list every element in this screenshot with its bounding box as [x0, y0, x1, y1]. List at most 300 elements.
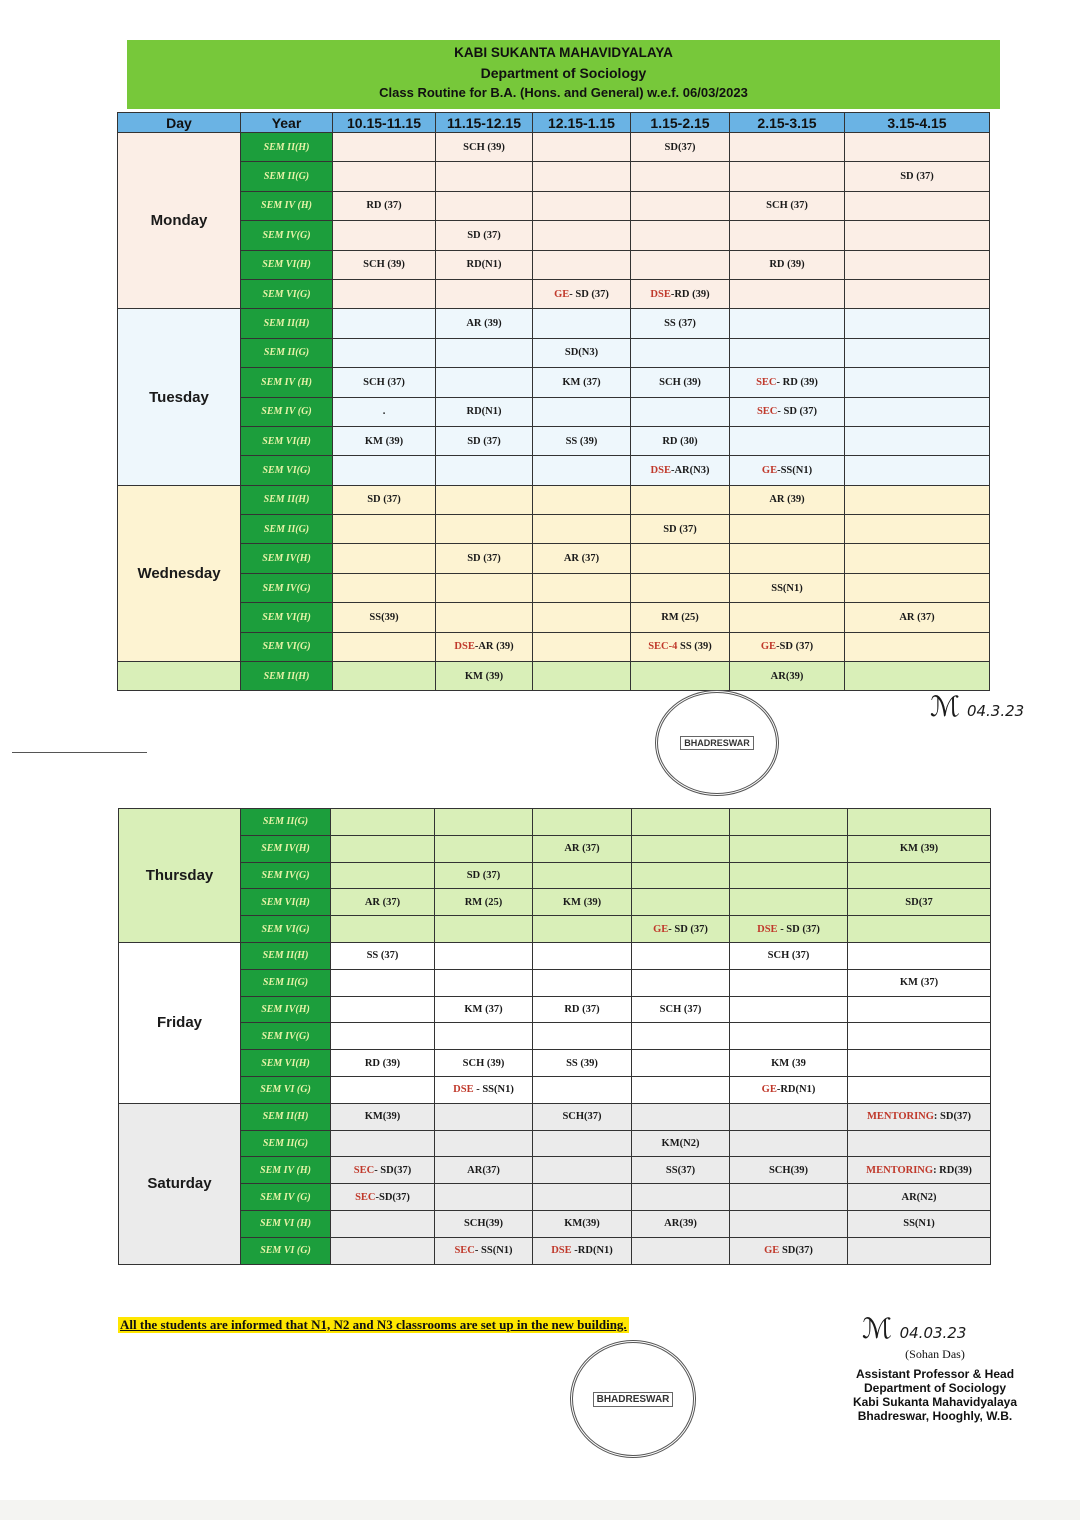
semester-cell: SEM IV(G) — [241, 221, 333, 250]
course-code-prefix: GE — [764, 1245, 780, 1257]
class-cell — [331, 862, 435, 889]
table-row — [119, 889, 991, 916]
routine-caption: Class Routine for B.A. (Hons. and General) w.e.f. 06/03/2023 — [379, 85, 748, 100]
class-cell: RD (39) — [331, 1050, 435, 1077]
semester-cell: SEM II(H) — [241, 662, 333, 691]
class-cell — [632, 1237, 730, 1264]
class-cell — [435, 1103, 533, 1130]
table-row — [118, 162, 990, 191]
class-cell: AR(39) — [632, 1210, 730, 1237]
class-cell — [331, 1076, 435, 1103]
class-cell — [845, 632, 990, 661]
class-cell — [848, 1130, 991, 1157]
class-cell: RM (25) — [435, 889, 533, 916]
table-row — [119, 862, 991, 889]
class-cell — [848, 1157, 991, 1184]
day-cell: Monday — [118, 133, 241, 309]
class-cell — [533, 1076, 632, 1103]
semester-cell: SEM VI(G) — [241, 916, 331, 943]
class-cell: AR (37) — [331, 889, 435, 916]
class-cell — [730, 279, 845, 308]
class-cell — [632, 1023, 730, 1050]
semester-cell: SEM VI(H) — [241, 426, 333, 455]
course-code-rest: -RD (39) — [670, 288, 710, 300]
class-cell: AR(39) — [730, 662, 845, 691]
class-cell — [730, 397, 845, 426]
class-cell — [533, 1184, 632, 1211]
class-cell — [845, 397, 990, 426]
class-cell — [533, 573, 631, 602]
class-cell: SS(37) — [632, 1157, 730, 1184]
class-cell — [533, 279, 631, 308]
class-cell: KM (39 — [730, 1050, 848, 1077]
signatory-line: Kabi Sukanta Mahavidyalaya — [852, 1395, 1018, 1409]
class-cell: AR (39) — [730, 485, 845, 514]
course-code-prefix: SEC — [756, 376, 777, 388]
course-code-prefix: GE — [760, 641, 777, 653]
semester-cell: SEM VI(G) — [241, 632, 333, 661]
table-row — [119, 969, 991, 996]
class-cell — [632, 889, 730, 916]
class-cell — [333, 573, 436, 602]
class-cell — [845, 338, 990, 367]
course-code-prefix: SEC — [454, 1245, 475, 1257]
header-time-slot: 1.15-2.15 — [631, 113, 730, 133]
class-cell — [436, 485, 533, 514]
header-time-slot: 2.15-3.15 — [730, 113, 845, 133]
course-code-rest: - RD (39) — [776, 376, 818, 388]
table-row — [118, 368, 990, 397]
class-cell — [632, 835, 730, 862]
class-cell — [435, 1237, 533, 1264]
class-cell — [632, 1050, 730, 1077]
table-row — [119, 1210, 991, 1237]
class-cell — [845, 279, 990, 308]
class-cell — [845, 133, 990, 162]
table-row — [119, 942, 991, 969]
day-cell: Wednesday — [118, 485, 241, 661]
course-code-prefix: SEC-4 — [648, 641, 678, 653]
table-row — [119, 1076, 991, 1103]
class-cell — [533, 1157, 632, 1184]
table-row — [118, 632, 990, 661]
header-time-slot: 12.15-1.15 — [533, 113, 631, 133]
class-cell — [730, 835, 848, 862]
class-cell — [333, 279, 436, 308]
semester-cell: SEM IV (G) — [241, 397, 333, 426]
class-cell: SD(37) — [631, 133, 730, 162]
class-cell: AR(N2) — [848, 1184, 991, 1211]
signature-bottom-date: 04.03.23 — [899, 1324, 967, 1342]
class-cell: SS (37) — [331, 942, 435, 969]
class-cell — [848, 1023, 991, 1050]
course-code-prefix: MENTORING — [867, 1111, 934, 1123]
course-code-rest: -SD (37) — [776, 641, 814, 653]
class-cell — [436, 456, 533, 485]
class-cell: AR (37) — [533, 544, 631, 573]
class-cell — [848, 1076, 991, 1103]
class-cell — [730, 603, 845, 632]
class-cell — [845, 544, 990, 573]
course-code-prefix: SEC — [355, 1191, 376, 1203]
class-cell — [331, 1184, 435, 1211]
class-cell — [730, 162, 845, 191]
class-cell: SD(N3) — [533, 338, 631, 367]
class-cell — [435, 916, 533, 943]
class-cell — [436, 573, 533, 602]
class-cell: SD(37 — [848, 889, 991, 916]
class-cell — [631, 221, 730, 250]
table-row — [118, 309, 990, 338]
course-code-rest: SS (39) — [677, 641, 712, 653]
class-cell — [436, 162, 533, 191]
class-cell — [730, 1076, 848, 1103]
course-code-rest: : RD(39) — [933, 1164, 972, 1176]
class-cell — [533, 942, 632, 969]
semester-cell: SEM II(G) — [241, 809, 331, 836]
table-row — [118, 397, 990, 426]
table-row — [118, 221, 990, 250]
class-cell — [435, 809, 533, 836]
course-code-prefix: GE — [653, 923, 669, 935]
class-cell — [333, 162, 436, 191]
stamp-center-text-2: BHADRESWAR — [593, 1392, 674, 1407]
course-code-prefix: DSE — [453, 1084, 474, 1096]
course-code-rest: - SD (37) — [777, 923, 820, 935]
class-cell — [730, 309, 845, 338]
class-cell: AR (37) — [533, 835, 632, 862]
signature-top-date: 04.3.23 — [966, 702, 1025, 720]
semester-cell: SEM II(H) — [241, 309, 333, 338]
class-cell — [730, 515, 845, 544]
class-cell — [331, 1210, 435, 1237]
class-cell — [632, 1076, 730, 1103]
class-cell — [730, 426, 845, 455]
class-cell — [631, 544, 730, 573]
class-cell — [845, 573, 990, 602]
class-cell — [333, 515, 436, 544]
table-row — [118, 603, 990, 632]
class-cell: SS (37) — [631, 309, 730, 338]
signatory-name: (Sohan Das) — [905, 1347, 965, 1361]
course-code-prefix: DSE — [551, 1245, 572, 1257]
table-row — [119, 1023, 991, 1050]
course-code-rest: - SD (37) — [777, 406, 818, 418]
class-cell — [848, 916, 991, 943]
page-break-line — [12, 752, 147, 753]
semester-cell: SEM II(H) — [241, 133, 333, 162]
class-cell: SCH(39) — [435, 1210, 533, 1237]
class-cell — [730, 916, 848, 943]
class-cell — [848, 809, 991, 836]
routine-title-banner — [127, 40, 1000, 109]
header-time-slot: 3.15-4.15 — [845, 113, 990, 133]
class-cell — [730, 996, 848, 1023]
class-cell — [333, 662, 436, 691]
class-cell — [533, 1237, 632, 1264]
class-cell: SS (39) — [533, 1050, 632, 1077]
semester-cell: SEM IV (H) — [241, 1157, 331, 1184]
day-cell: Tuesday — [118, 309, 241, 485]
class-cell: KM (39) — [333, 426, 436, 455]
class-cell — [631, 250, 730, 279]
course-code-rest: -AR(N3) — [670, 464, 710, 476]
class-cell — [730, 1237, 848, 1264]
class-cell — [848, 862, 991, 889]
class-cell — [533, 1130, 632, 1157]
class-cell — [631, 573, 730, 602]
class-cell — [533, 191, 631, 220]
class-cell — [730, 862, 848, 889]
class-cell — [333, 338, 436, 367]
table-row — [119, 1130, 991, 1157]
course-code-prefix: SEC — [353, 1164, 375, 1176]
class-cell — [333, 133, 436, 162]
class-cell — [632, 809, 730, 836]
signature-top: ℳ 04.3.23 — [930, 690, 1025, 723]
table-row — [119, 916, 991, 943]
semester-cell: SEM VI(H) — [241, 603, 333, 632]
class-cell — [331, 1023, 435, 1050]
class-cell — [331, 1237, 435, 1264]
class-cell — [848, 1050, 991, 1077]
course-code-prefix: SEC — [756, 406, 778, 418]
class-cell: AR (39) — [436, 309, 533, 338]
class-cell: SCH(37) — [533, 1103, 632, 1130]
course-code-prefix: GE — [761, 464, 778, 476]
table-row — [118, 133, 990, 162]
class-cell — [632, 916, 730, 943]
class-cell — [533, 662, 631, 691]
class-cell — [435, 835, 533, 862]
class-cell — [436, 191, 533, 220]
class-cell: RD (39) — [730, 250, 845, 279]
class-cell — [631, 632, 730, 661]
day-cell: Friday — [119, 942, 241, 1103]
table-row — [118, 662, 990, 691]
class-cell — [845, 456, 990, 485]
class-cell — [533, 162, 631, 191]
class-cell — [331, 996, 435, 1023]
college-name: KABI SUKANTA MAHAVIDYALAYA — [454, 45, 673, 60]
semester-cell: SEM II(H) — [241, 942, 331, 969]
class-cell — [632, 862, 730, 889]
class-cell: KM (39) — [436, 662, 533, 691]
semester-cell: SEM IV(G) — [241, 862, 331, 889]
class-cell: SCH(39) — [730, 1157, 848, 1184]
class-cell: AR (37) — [845, 603, 990, 632]
class-cell — [533, 485, 631, 514]
course-code-rest: -RD(N1) — [776, 1084, 816, 1096]
course-code-rest: - SD (37) — [569, 288, 609, 300]
class-cell — [845, 515, 990, 544]
semester-cell: SEM II(G) — [241, 338, 333, 367]
class-cell — [845, 221, 990, 250]
table-row — [119, 835, 991, 862]
class-cell — [533, 397, 631, 426]
class-cell: RD (37) — [533, 996, 632, 1023]
class-cell: SS(N1) — [848, 1210, 991, 1237]
course-code-prefix: GE — [761, 1084, 777, 1096]
class-cell: SCH (37) — [333, 368, 436, 397]
semester-cell: SEM VI(G) — [241, 279, 333, 308]
class-cell: KM (39) — [533, 889, 632, 916]
class-cell: RD (37) — [333, 191, 436, 220]
course-code-rest: - SS(N1) — [473, 1084, 514, 1096]
class-cell: SCH (37) — [632, 996, 730, 1023]
course-code-rest: -RD(N1) — [571, 1245, 613, 1257]
class-cell — [533, 603, 631, 632]
class-cell — [331, 809, 435, 836]
class-cell: SCH (39) — [333, 250, 436, 279]
class-cell — [435, 942, 533, 969]
class-cell — [533, 309, 631, 338]
class-cell: SCH (39) — [436, 133, 533, 162]
class-cell — [533, 456, 631, 485]
course-code-prefix: DSE — [454, 641, 475, 653]
class-cell — [436, 632, 533, 661]
class-cell — [331, 916, 435, 943]
class-cell: KM(39) — [533, 1210, 632, 1237]
class-cell — [533, 250, 631, 279]
class-cell — [533, 515, 631, 544]
semester-cell: SEM IV(H) — [241, 835, 331, 862]
class-cell — [333, 309, 436, 338]
semester-cell: SEM II(H) — [241, 1103, 331, 1130]
class-cell — [333, 544, 436, 573]
class-cell: . — [333, 397, 436, 426]
class-cell: SCH (39) — [435, 1050, 533, 1077]
semester-cell: SEM IV (G) — [241, 1184, 331, 1211]
class-cell: SS (39) — [533, 426, 631, 455]
table-row — [119, 809, 991, 836]
semester-cell: SEM IV (H) — [241, 368, 333, 397]
class-cell — [730, 368, 845, 397]
semester-cell: SEM II(G) — [241, 1130, 331, 1157]
course-code-prefix: DSE — [650, 464, 671, 476]
semester-cell: SEM IV(H) — [241, 544, 333, 573]
class-cell — [331, 969, 435, 996]
table-row — [118, 485, 990, 514]
class-cell — [333, 456, 436, 485]
class-cell — [333, 221, 436, 250]
class-cell — [631, 456, 730, 485]
class-cell — [730, 1130, 848, 1157]
class-cell — [730, 1103, 848, 1130]
class-cell — [435, 1184, 533, 1211]
class-cell — [845, 368, 990, 397]
department-name: Department of Sociology — [480, 65, 647, 81]
course-code-prefix: GE — [554, 288, 570, 300]
class-cell — [730, 133, 845, 162]
class-cell — [848, 942, 991, 969]
class-cell — [730, 809, 848, 836]
semester-cell: SEM VI(H) — [241, 1050, 331, 1077]
day-cell: Saturday — [119, 1103, 241, 1264]
class-cell — [730, 1023, 848, 1050]
course-code-rest: - SS(N1) — [474, 1245, 513, 1257]
table-row — [119, 1157, 991, 1184]
class-cell — [730, 889, 848, 916]
signatory-block — [845, 1347, 1025, 1423]
class-cell: KM(39) — [331, 1103, 435, 1130]
class-cell — [845, 662, 990, 691]
page-break — [0, 745, 1080, 805]
class-cell — [333, 632, 436, 661]
semester-cell: SEM IV(G) — [241, 1023, 331, 1050]
class-cell: SD (37) — [333, 485, 436, 514]
class-cell — [845, 426, 990, 455]
signatory-line: Department of Sociology — [863, 1381, 1006, 1395]
semester-cell: SEM IV(G) — [241, 573, 333, 602]
class-cell — [631, 397, 730, 426]
semester-cell: SEM IV (H) — [241, 191, 333, 220]
class-cell: KM (37) — [533, 368, 631, 397]
header-time-slot: 10.15-11.15 — [333, 113, 436, 133]
class-cell — [730, 1184, 848, 1211]
semester-cell: SEM VI(G) — [241, 456, 333, 485]
semester-cell: SEM VI(H) — [241, 250, 333, 279]
course-code-rest: - SD (37) — [668, 923, 708, 935]
table-row — [118, 250, 990, 279]
class-cell — [848, 996, 991, 1023]
day-cell: Thursday — [119, 809, 241, 943]
stamp-center-text: BHADRESWAR — [680, 736, 754, 750]
class-cell: RD(N1) — [436, 250, 533, 279]
class-cell — [533, 1023, 632, 1050]
class-cell — [848, 1237, 991, 1264]
class-cell: KM (39) — [848, 835, 991, 862]
class-cell: SD (37) — [436, 221, 533, 250]
course-code-prefix: DSE — [757, 923, 778, 935]
table-row — [119, 1184, 991, 1211]
signatory-line: Bhadreswar, Hooghly, W.B. — [857, 1409, 1013, 1423]
class-cell — [845, 191, 990, 220]
class-cell — [533, 632, 631, 661]
table-row — [118, 338, 990, 367]
class-cell — [435, 1023, 533, 1050]
department-stamp-1 — [655, 690, 779, 796]
header-time-slot: 11.15-12.15 — [436, 113, 533, 133]
class-cell — [436, 338, 533, 367]
course-code-rest: -AR (39) — [474, 641, 514, 653]
table-row — [118, 279, 990, 308]
class-cell: SD (37) — [845, 162, 990, 191]
course-code-prefix: DSE — [650, 288, 671, 300]
class-cell — [848, 1103, 991, 1130]
class-cell — [331, 835, 435, 862]
class-cell — [845, 485, 990, 514]
signature-bottom: ℳ 04.03.23 — [862, 1312, 967, 1345]
class-cell — [436, 515, 533, 544]
class-cell — [631, 662, 730, 691]
table-row — [119, 996, 991, 1023]
class-cell: SD (37) — [436, 544, 533, 573]
class-cell: RM (25) — [631, 603, 730, 632]
table-row — [118, 544, 990, 573]
routine-table-page-2 — [118, 808, 991, 1265]
table-row — [118, 426, 990, 455]
table-row — [118, 191, 990, 220]
class-cell: SCH (37) — [730, 942, 848, 969]
class-cell: SD (37) — [435, 862, 533, 889]
class-cell: SD (37) — [436, 426, 533, 455]
class-cell — [436, 603, 533, 632]
class-cell: SCH (39) — [631, 368, 730, 397]
class-cell — [631, 162, 730, 191]
routine-table-page-1 — [117, 112, 990, 691]
classroom-notice: All the students are informed that N1, N2 and N3 classrooms are set up in the new building. — [120, 1317, 627, 1332]
